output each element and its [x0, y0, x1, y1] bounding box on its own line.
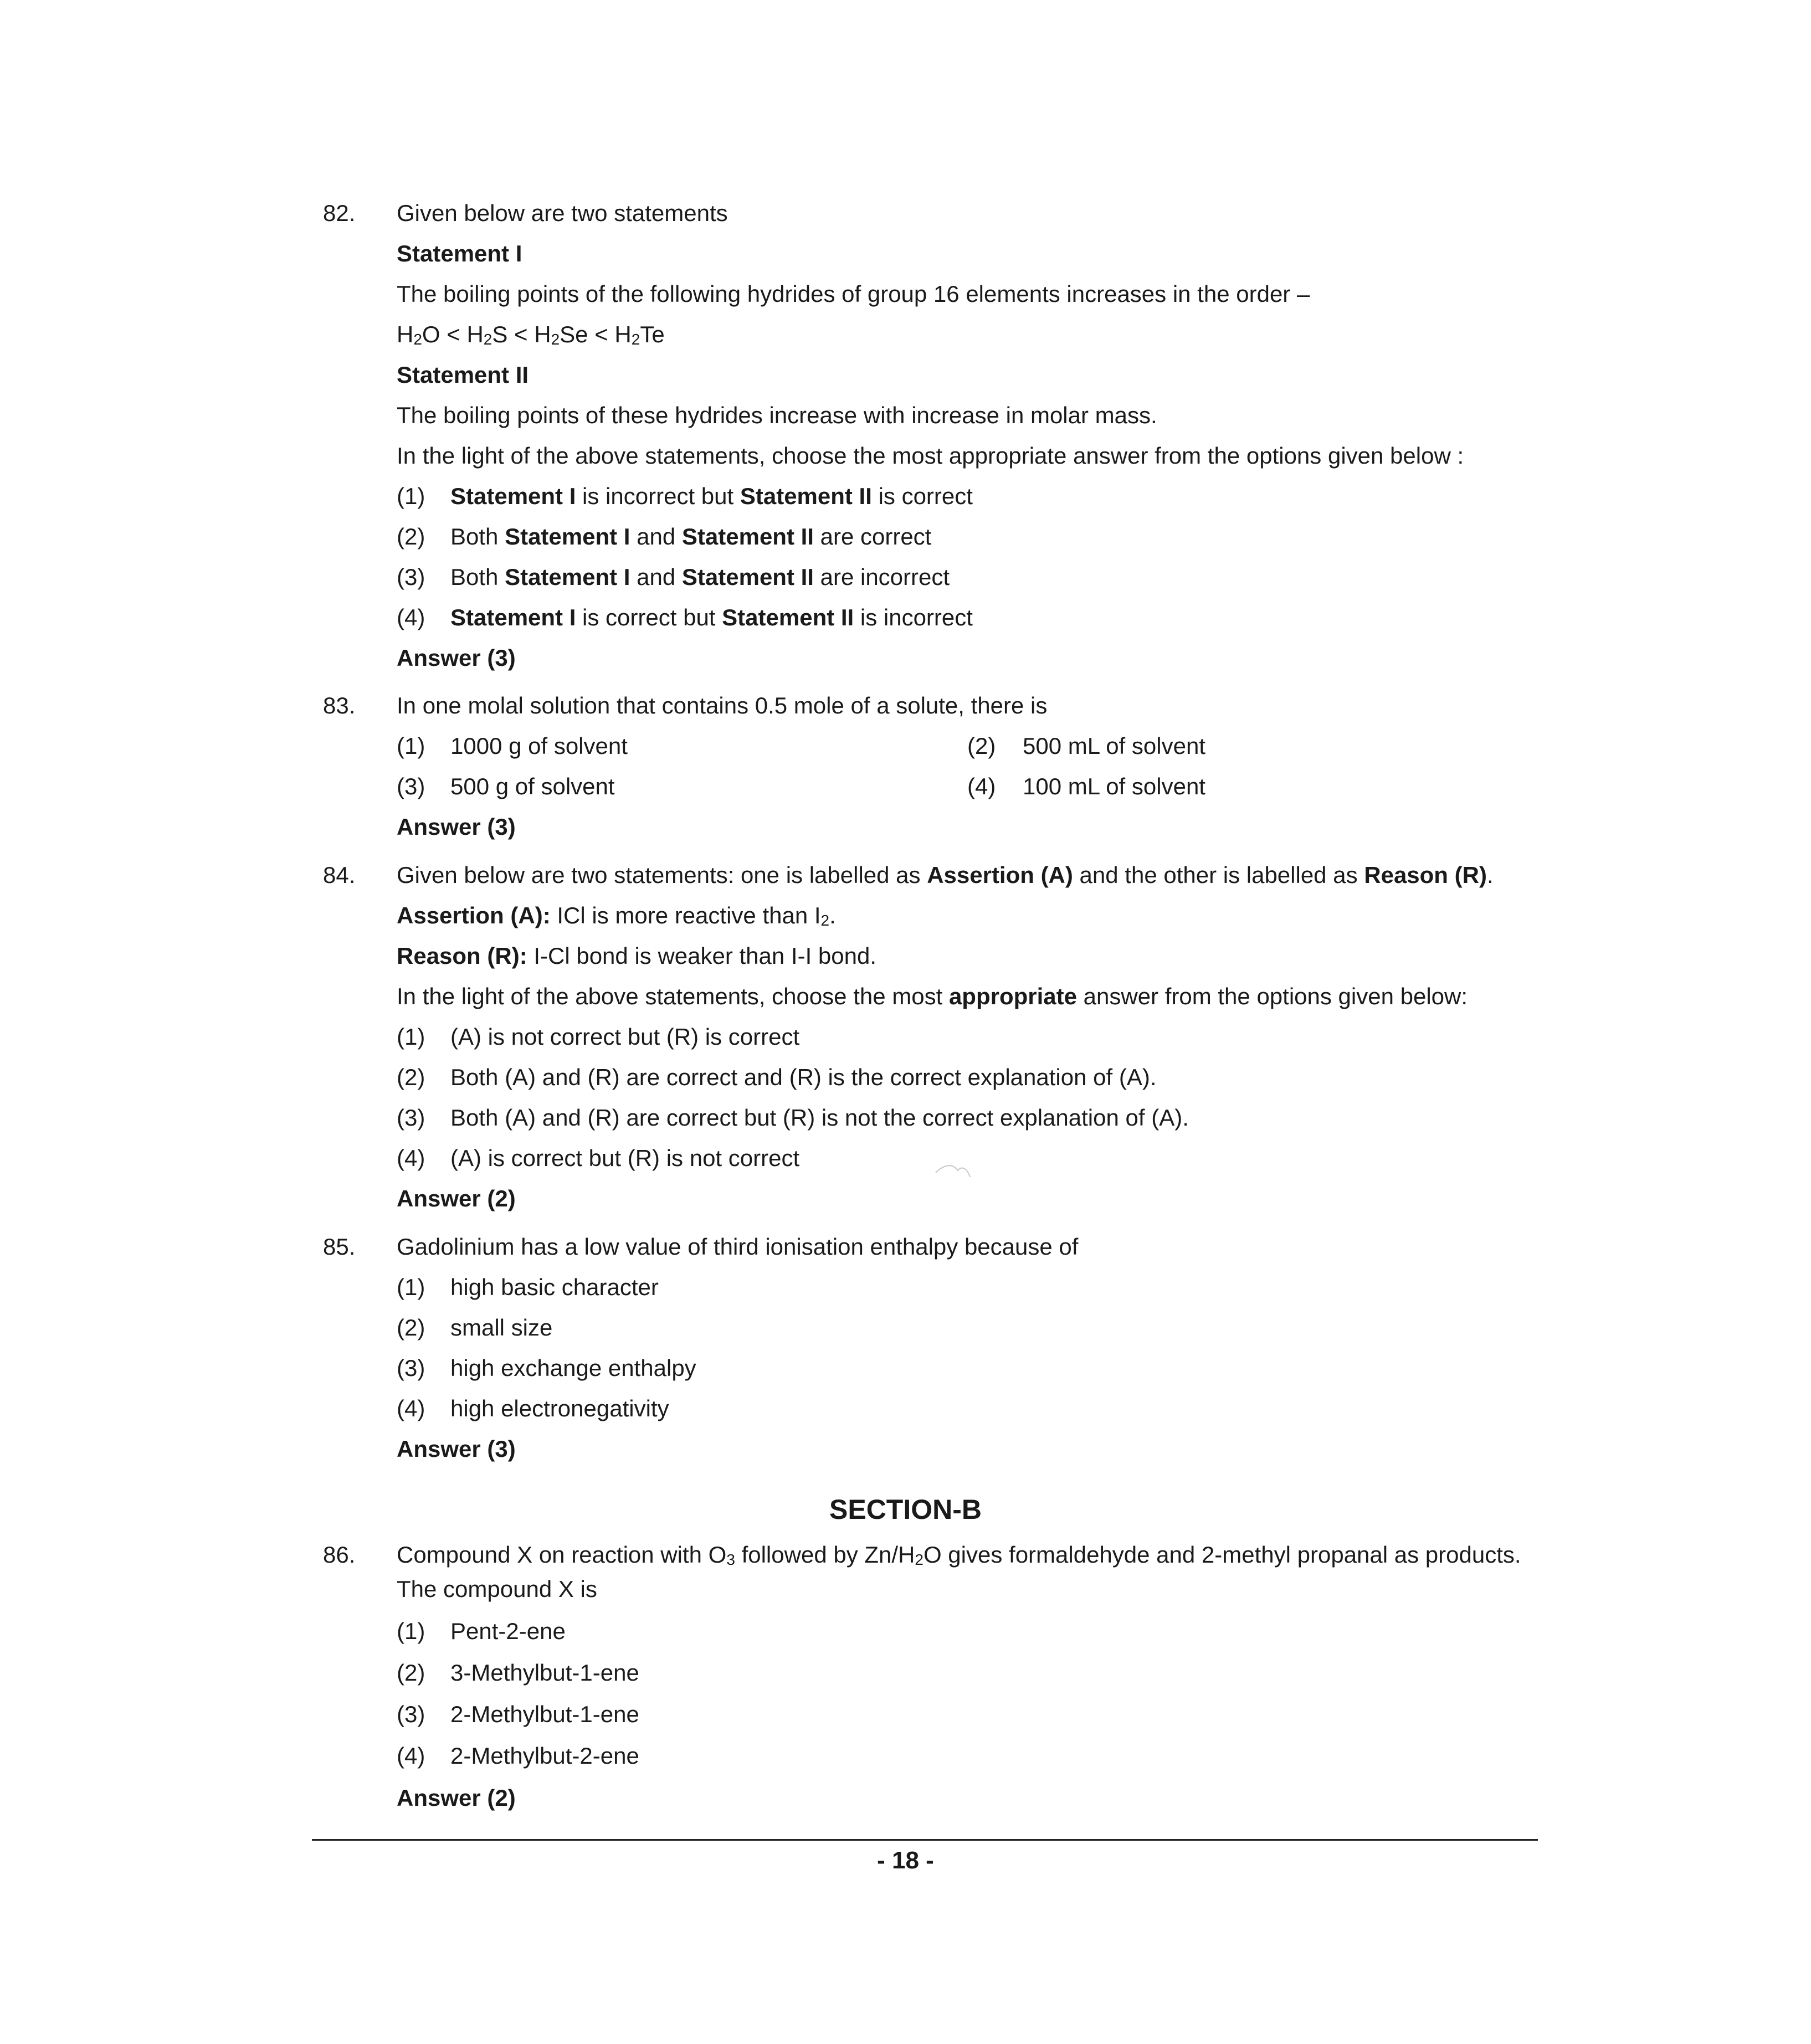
- option-text: 100 mL of solvent: [1023, 773, 1205, 799]
- option-text: 500 mL of solvent: [1023, 733, 1205, 759]
- option-text: Both Statement I and Statement II are correct: [450, 523, 932, 549]
- option-number: (1): [397, 1024, 425, 1050]
- option-number: (4): [397, 604, 425, 630]
- section-heading: SECTION-B: [829, 1494, 982, 1525]
- option-text: Statement I is incorrect but Statement II is correct: [450, 483, 973, 509]
- question-text-line2: The compound X is: [397, 1576, 597, 1602]
- statement-label: Statement I: [397, 240, 522, 266]
- option-number: (4): [397, 1395, 425, 1421]
- statement-text: The boiling points of these hydrides increase with increase in molar mass.: [397, 402, 1157, 428]
- answer-label: Answer (2): [397, 1185, 516, 1211]
- answer-label: Answer (3): [397, 1436, 516, 1462]
- option-number: (3): [397, 773, 425, 799]
- option-text: (A) is correct but (R) is not correct: [450, 1145, 800, 1171]
- answer-label: Answer (3): [397, 645, 516, 671]
- answer-label: Answer (2): [397, 1785, 516, 1811]
- question-text: Given below are two statements: [397, 200, 728, 226]
- option-number: (4): [397, 1743, 425, 1769]
- option-number: (3): [397, 564, 425, 590]
- option-number: (2): [397, 1064, 425, 1090]
- option-text: 2-Methylbut-1-ene: [450, 1701, 639, 1727]
- question-number: 83.: [323, 692, 356, 718]
- option-text: high exchange enthalpy: [450, 1355, 696, 1381]
- option-number: (4): [397, 1145, 425, 1171]
- statement-text: The boiling points of the following hydrides of group 16 elements increases in the order –: [397, 281, 1310, 307]
- hydride-order: $H_2O < H_2S < H_2Se < H_2Te$: [397, 321, 665, 348]
- option-text: 1000 g of solvent: [450, 733, 628, 759]
- option-number: (3): [397, 1701, 425, 1727]
- option-number: (1): [397, 1274, 425, 1300]
- option-text: high electronegativity: [450, 1395, 669, 1421]
- question-number: 82.: [323, 200, 356, 226]
- option-number: (2): [967, 733, 996, 759]
- option-text: Pent-2-ene: [450, 1618, 566, 1644]
- question-prompt: In the light of the above statements, choose the most appropriate answer from the options given below:: [397, 983, 1468, 1009]
- question-prompt: In the light of the above statements, choose the most appropriate answer from the options given below :: [397, 443, 1464, 469]
- option-number: (3): [397, 1105, 425, 1131]
- option-number: (1): [397, 1618, 425, 1644]
- option-text: Both (A) and (R) are correct but (R) is not the correct explanation of (A).: [450, 1105, 1189, 1131]
- option-text: Both Statement I and Statement II are incorrect: [450, 564, 950, 590]
- statement-label: Statement II: [397, 362, 529, 388]
- footer-rule: [312, 1839, 1538, 1841]
- question-text: In one molal solution that contains 0.5 mole of a solute, there is: [397, 692, 1048, 718]
- option-number: (1): [397, 483, 425, 509]
- option-number: (2): [397, 1660, 425, 1686]
- option-text: 2-Methylbut-2-ene: [450, 1743, 639, 1769]
- option-text: small size: [450, 1314, 553, 1341]
- assertion-statement: Assertion (A): ICl is more reactive than $I_2$.: [397, 902, 836, 929]
- option-number: (3): [397, 1355, 425, 1381]
- page-number: - 18 -: [877, 1847, 934, 1874]
- reason-statement: Reason (R): I-Cl bond is weaker than I-I bond.: [397, 943, 877, 969]
- question-text: Compound X on reaction with $O_3$ followed by $Zn/H_2O$ gives formaldehyde and 2-methyl propanal as products.: [397, 1542, 1521, 1568]
- option-text: Both (A) and (R) are correct and (R) is the correct explanation of (A).: [450, 1064, 1157, 1090]
- option-text: 500 g of solvent: [450, 773, 615, 799]
- answer-label: Answer (3): [397, 814, 516, 840]
- question-number: 84.: [323, 862, 356, 888]
- option-number: (2): [397, 1314, 425, 1341]
- question-number: 86.: [323, 1542, 356, 1568]
- option-text: Statement I is correct but Statement II is incorrect: [450, 604, 973, 630]
- option-number: (1): [397, 733, 425, 759]
- option-text: (A) is not correct but (R) is correct: [450, 1024, 800, 1050]
- question-text: Given below are two statements: one is labelled as Assertion (A) and the other is labelled as Reason (R).: [397, 862, 1494, 888]
- option-text: high basic character: [450, 1274, 659, 1300]
- option-number: (4): [967, 773, 996, 799]
- pencil-mark: [933, 1160, 972, 1183]
- option-text: 3-Methylbut-1-ene: [450, 1660, 639, 1686]
- question-text: Gadolinium has a low value of third ionisation enthalpy because of: [397, 1234, 1079, 1260]
- question-number: 85.: [323, 1234, 356, 1260]
- option-number: (2): [397, 523, 425, 549]
